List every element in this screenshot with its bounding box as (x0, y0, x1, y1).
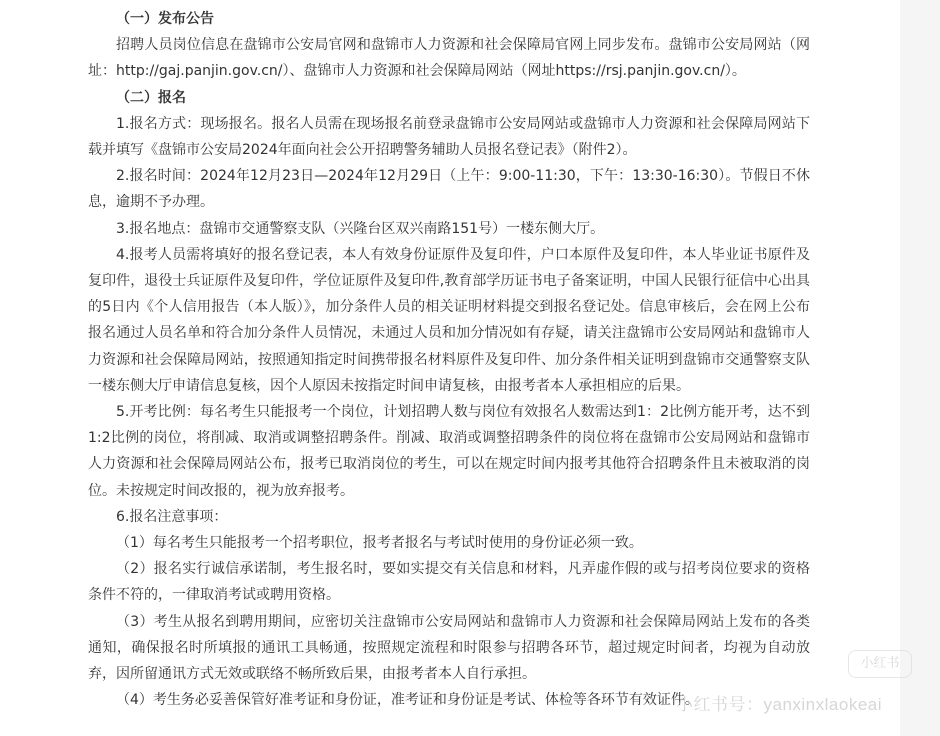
note-item-1: （1）每名考生只能报考一个招考职位，报考者报名与考试时使用的身份证必须一致。 (116, 535, 643, 552)
registration-notes-heading: 6.报名注意事项： (116, 508, 228, 525)
registration-location: 3.报名地点：盘锦市交通警察支队（兴隆台区双兴南路151号）一楼东侧大厅。 (116, 220, 605, 237)
section-publish-body: 招聘人员岗位信息在盘锦市公安局官网和盘锦市人力资源和社会保障局官网上同步发布。盘锦市公安局网站（网址：http://gaj.panjin.gov.cn/）、盘锦市人力资源和社会保障局网站（网址https://rsj.panjin.gov.cn/）。 (88, 37, 810, 80)
note-item-4: （4）考生务必妥善保管好准考证和身份证，准考证和身份证是考试、体检等各环节有效证件。 (116, 692, 699, 709)
note-item-3: （3）考生从报名到聘用期间，应密切关注盘锦市公安局网站和盘锦市人力资源和社会保障局网站上发布的各类通知，确保报名时所填报的通讯工具畅通，按照规定流程和时限参与招聘各环节，超过规定时间者，均视为自动放弃，因所留通讯方式无效或联络不畅所致后果，由报考者本人自行承担。 (88, 613, 810, 683)
section-heading-registration: （二）报名 (116, 89, 186, 106)
section-heading-publish: （一）发布公告 (116, 11, 214, 27)
article-body (88, 6, 810, 713)
page-margin-strip (900, 0, 940, 736)
registration-time: 2.报名时间：2024年12月23日—2024年12月29日（上午：9:00-11:30，下午：13:30-16:30）。节假日不休息，逾期不予办理。 (88, 168, 810, 211)
registration-method: 1.报名方式：现场报名。报名人员需在现场报名前登录盘锦市公安局网站或盘锦市人力资源和社会保障局网站下载并填写《盘锦市公安局2024年面向社会公开招聘警务辅助人员报名登记表》（附件2）。 (88, 115, 810, 159)
exam-ratio: 5.开考比例：每名考生只能报考一个岗位，计划招聘人数与岗位有效报名人数需达到1：2比例方能开考，达不到1:2比例的岗位，将削减、取消或调整招聘条件。削减、取消或调整招聘条件的岗位将在盘锦市公安局网站和盘锦市人力资源和社会保障局网站公布，报考已取消岗位的考生，可以在规定时间内报考其他符合招聘条件且未被取消的岗位。未按规定时间改报的，视为放弃报考。 (88, 404, 810, 499)
watermark-text: 小红书号：yanxinxlaokeai (676, 695, 883, 714)
registration-materials: 4.报考人员需将填好的报名登记表，本人有效身份证原件及复印件，户口本原件及复印件，本人毕业证书原件及复印件，退役士兵证原件及复印件，学位证原件及复印件,教育部学历证书电子备案证明，中国人民银行征信中心出具的5日内《个人信用报告（本人版）》，加分条件人员的相关证明材料提交到报名登记处。信息审核后，会在网上公布报名通过人员名单和符合加分条件人员情况，未通过人员和加分情况如有存疑，请关注盘锦市公安局网站和盘锦市人力资源和社会保障局网站，按照通知指定时间携带报名材料原件及复印件、加分条件相关证明到盘锦市交通警察支队一楼东侧大厅申请信息复核，因个人原因未按指定时间申请复核，由报考者本人承担相应的后果。 (88, 246, 810, 394)
watermark-logo: 小红书 (848, 650, 912, 678)
note-item-2: （2）报名实行诚信承诺制，考生报名时，要如实提交有关信息和材料，凡弄虚作假的或与招考岗位要求的资格条件不符的，一律取消考试或聘用资格。 (88, 561, 810, 604)
